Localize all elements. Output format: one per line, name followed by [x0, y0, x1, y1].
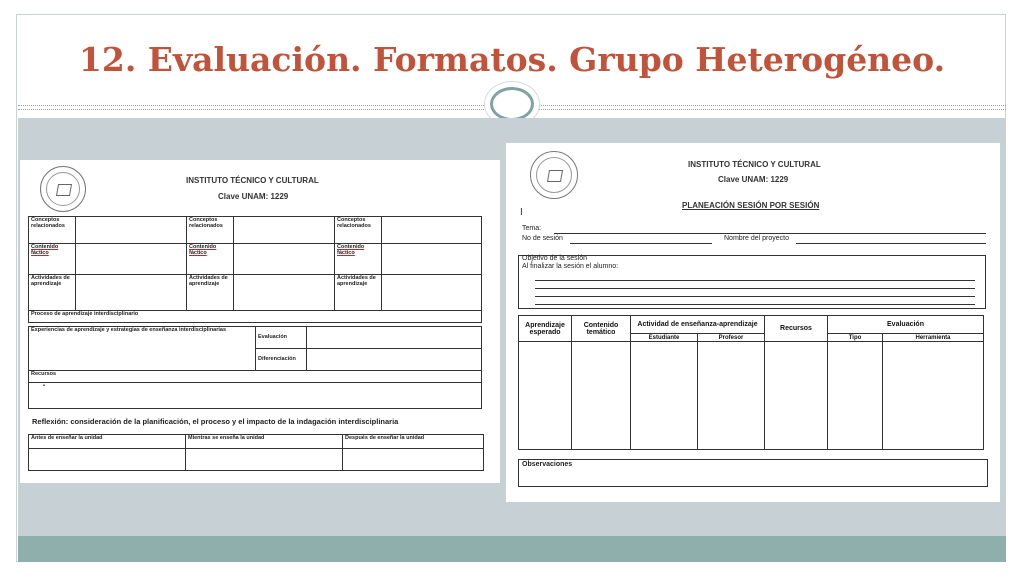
- slide-title: 12. Evaluación. Formatos. Grupo Heterogéneo.: [78, 40, 946, 79]
- reflection-table: [28, 434, 484, 471]
- proceso-header: Proceso de aprendizaje interdisciplinario: [29, 311, 482, 323]
- col-herramienta: Herramienta: [883, 334, 984, 342]
- col-tipo: Tipo: [828, 334, 883, 342]
- text-cursor: I: [520, 207, 523, 218]
- despues-label: Después de enseñar la unidad: [343, 435, 484, 449]
- cell-contenido-3: Contenido fáctico: [335, 244, 382, 275]
- recursos-bullet: •: [29, 383, 482, 409]
- observaciones-label: Observaciones: [522, 461, 573, 468]
- col-actividad: Actividad de enseñanza-aprendizaje: [631, 316, 765, 334]
- col-contenido: Contenido temático: [572, 316, 631, 342]
- institution-seal-icon: [530, 151, 578, 199]
- nombre-proyecto-label: Nombre del proyecto: [724, 235, 789, 242]
- clave-unam: Clave UNAM: 1229: [218, 192, 289, 201]
- no-sesion-label: No de sesión: [522, 235, 563, 242]
- col-recursos: Recursos: [765, 316, 828, 342]
- institution-seal-icon: [40, 166, 86, 212]
- al-finalizar-label: Al finalizar la sesión el alumno:: [522, 263, 619, 270]
- col-evaluacion: Evaluación: [828, 316, 984, 334]
- experiencias-label: Experiencias de aprendizaje y estrategias de enseñanza interdisciplinarias: [29, 327, 256, 371]
- objetivo-label: Objetivo de la sesión: [522, 255, 587, 262]
- concepts-table: [28, 216, 482, 323]
- col-estudiante: Estudiante: [631, 334, 698, 342]
- format-document-session-plan: [506, 143, 1000, 502]
- col-profesor: Profesor: [698, 334, 765, 342]
- session-plan-table: [518, 315, 984, 450]
- cell-actividades-2: Actividades de aprendizaje: [187, 275, 234, 311]
- cell-actividades-1: Actividades de aprendizaje: [29, 275, 76, 311]
- institution-name: INSTITUTO TÉCNICO Y CULTURAL: [186, 176, 319, 185]
- experiences-table: [28, 326, 482, 409]
- evaluacion-label: Evaluación: [256, 327, 307, 349]
- cell-conceptos-1: Conceptos relacionados: [29, 217, 76, 244]
- cell-actividades-3: Actividades de aprendizaje: [335, 275, 382, 311]
- antes-label: Antes de enseñar la unidad: [29, 435, 186, 449]
- cell-contenido-1: Contenido fáctico: [29, 244, 76, 275]
- planeacion-heading: PLANEACIÓN SESIÓN POR SESIÓN: [682, 201, 820, 210]
- diferenciacion-label: Diferenciación: [256, 349, 307, 371]
- tema-label: Tema:: [522, 225, 542, 232]
- cell-conceptos-3: Conceptos relacionados: [335, 217, 382, 244]
- format-document-interdisciplinary: [20, 160, 500, 483]
- institution-name: INSTITUTO TÉCNICO Y CULTURAL: [688, 160, 821, 169]
- footer-bar: [18, 536, 1006, 562]
- clave-unam: Clave UNAM: 1229: [718, 175, 789, 184]
- observaciones-box: [518, 459, 988, 487]
- no-sesion-line: [570, 243, 712, 244]
- tema-line: [554, 233, 986, 234]
- cell-contenido-2: Contenido fáctico: [187, 244, 234, 275]
- mientras-label: Mientras se enseña la unidad: [186, 435, 343, 449]
- recursos-header: Recursos: [29, 371, 482, 383]
- objetivo-box: [518, 255, 986, 309]
- col-aprendizaje: Aprendizaje esperado: [519, 316, 572, 342]
- reflexion-heading: Reflexión: consideración de la planificación, el proceso y el impacto de la indagación interdisciplinaria: [32, 417, 399, 426]
- nombre-proyecto-line: [796, 243, 986, 244]
- cell-conceptos-2: Conceptos relacionados: [187, 217, 234, 244]
